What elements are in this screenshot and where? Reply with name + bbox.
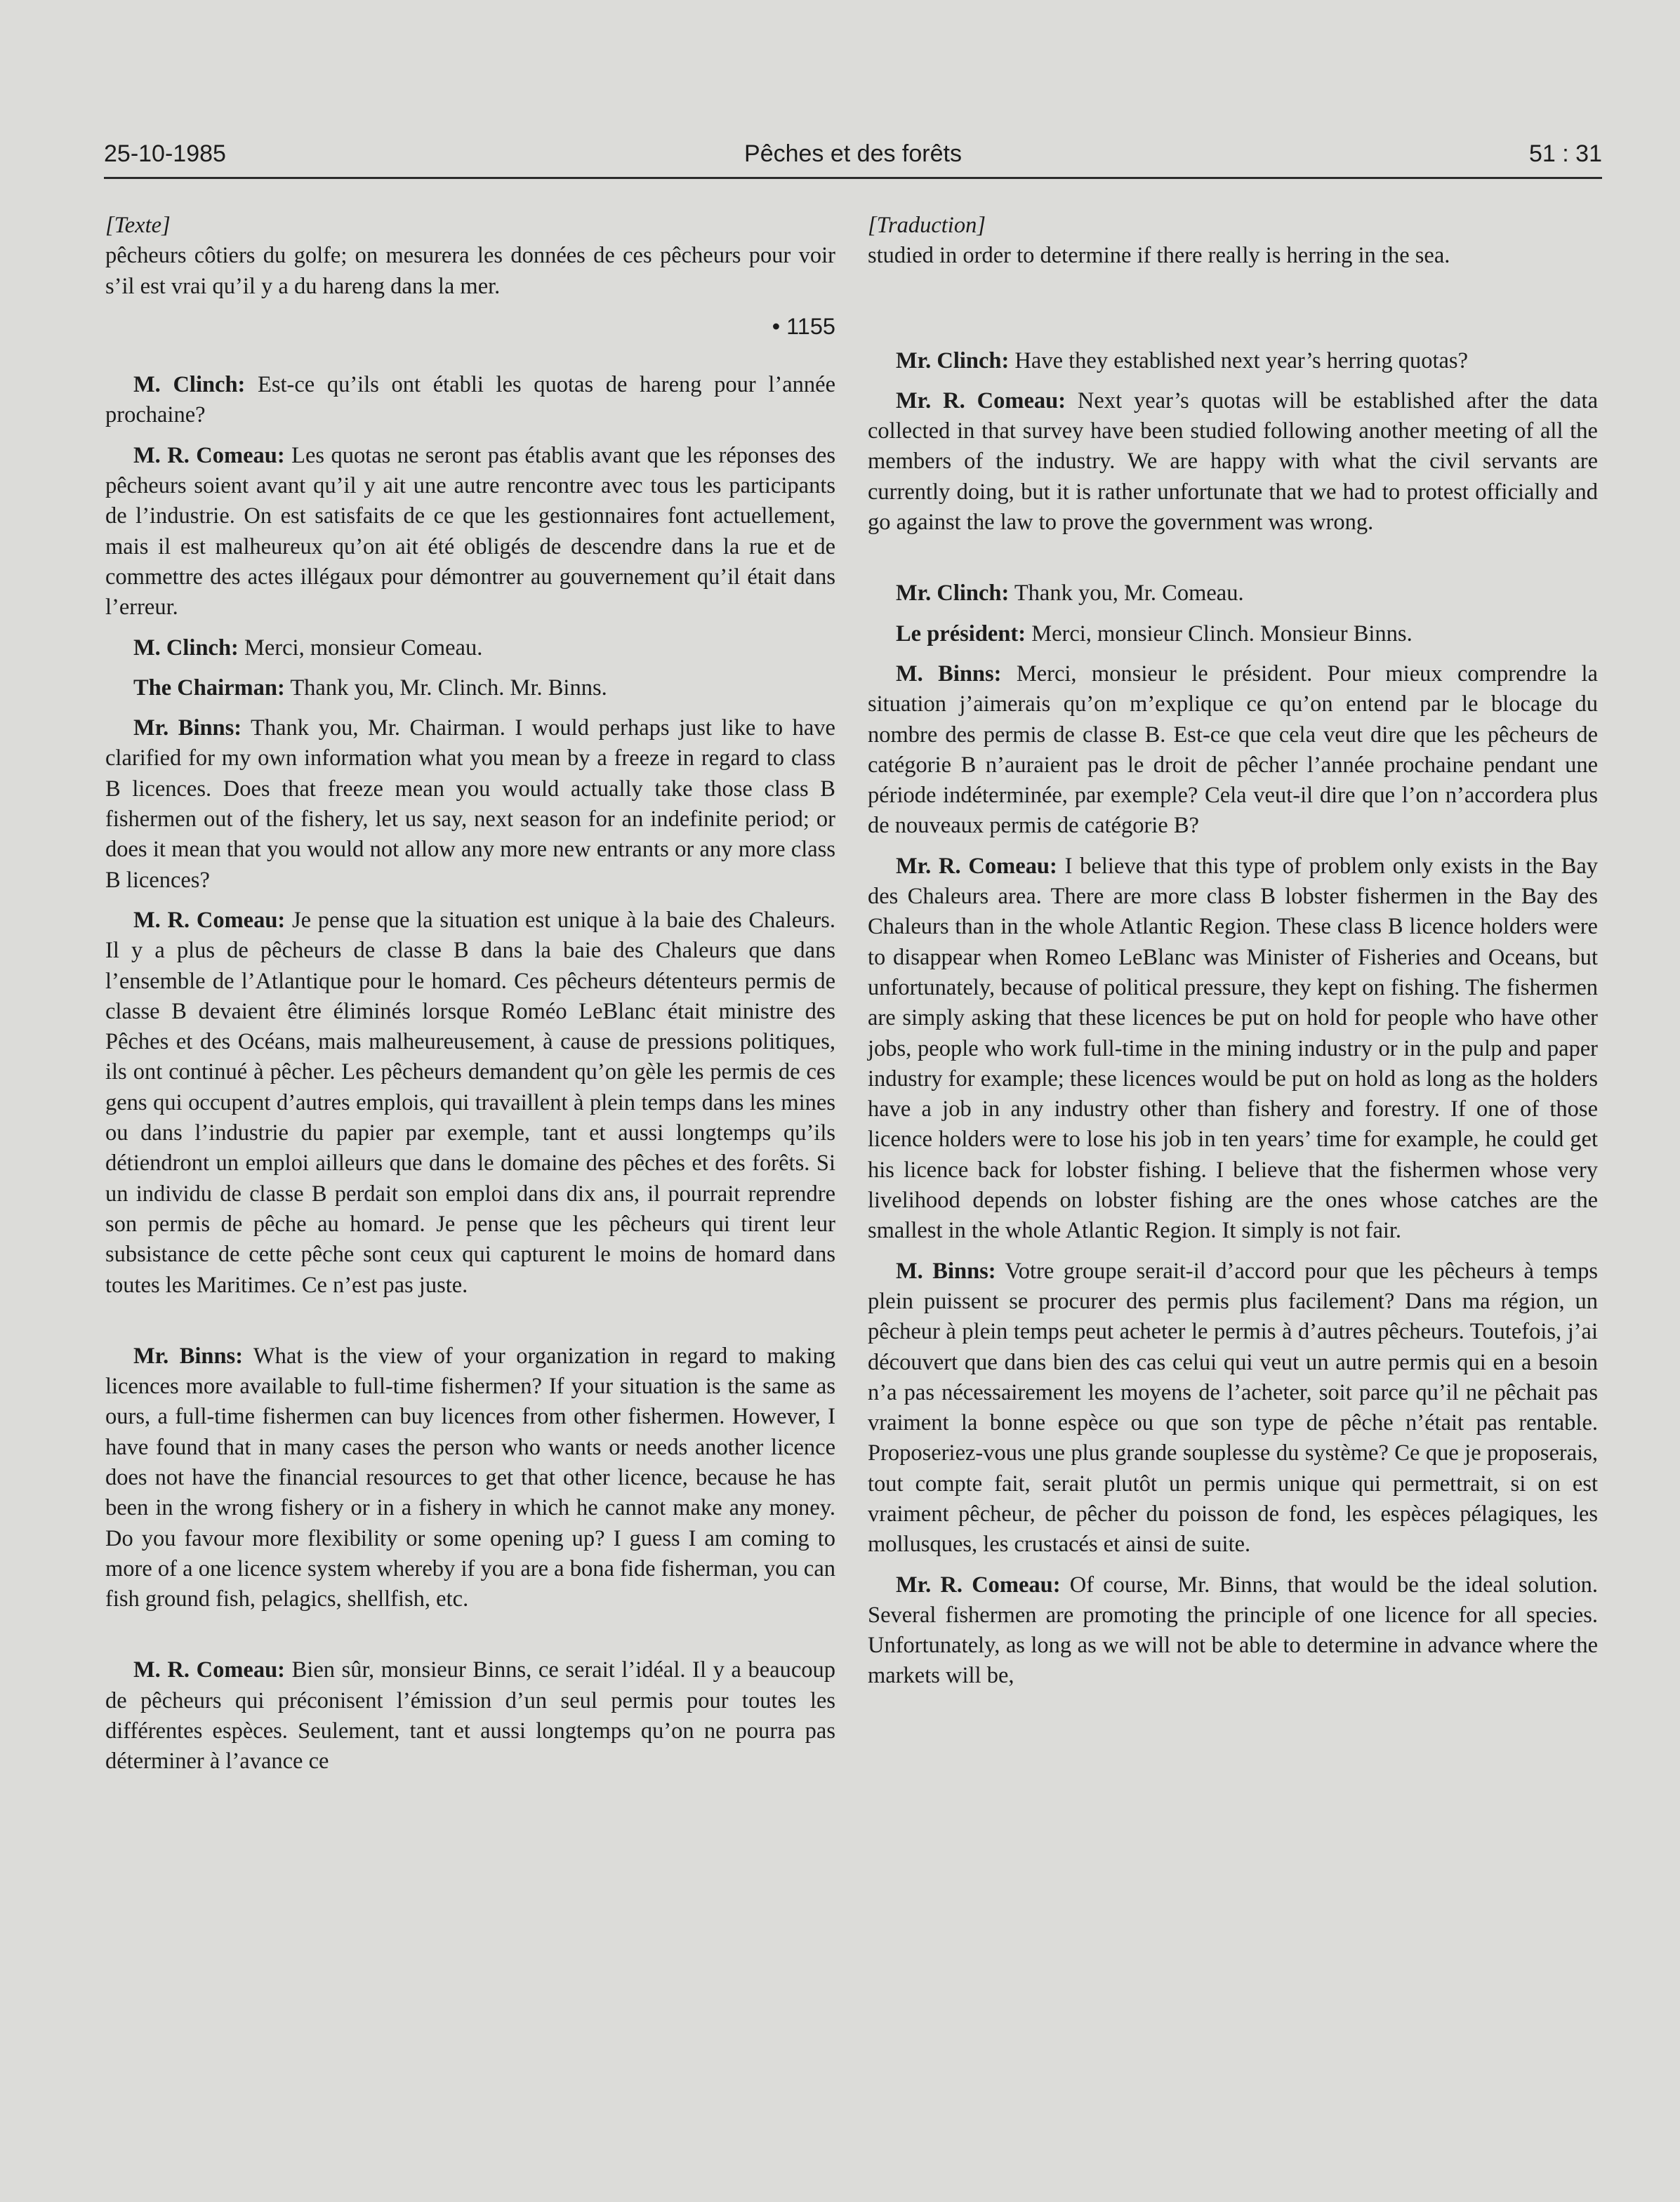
speech: Est-ce qu’ils ont établi les quotas de hareng pour l’année prochaine? xyxy=(105,372,835,428)
header-date: 25-10-1985 xyxy=(104,140,226,167)
left-para-6 xyxy=(105,906,835,1301)
speech: Next year’s quotas will be established after the data collected in that survey have been studied following another meeting of all the members of the industry. We are happy with what the civil servants are currently doing, but it is rather unfortunate that we had to protest officially and go against the law to prove the government was wrong. xyxy=(868,387,1598,536)
speaker: Mr. R. Comeau: xyxy=(896,853,1057,879)
speech: Les quotas ne seront pas établis avant que les réponses des pêcheurs soient avant qu’il y ait une autre rencontre avec tous les participants de l’industrie. On est satisfaits de ce que les gestionnaires font actuellement, mais il est malheureux qu’on ait été obligés de descendre dans la rue et de commettre des actes illégaux pour démontrer au gouvernement qu’il était dans l’erreur. xyxy=(105,442,835,621)
right-intro: studied in order to determine if there really is herring in the sea. xyxy=(868,243,1450,269)
speech: I believe that this type of problem only exists in the Bay des Chaleurs area. There are more class B lobster fishermen in the Bay des Chaleurs than in the whole Atlantic Region. These class B licence holders were to disappear when Romeo LeBlanc was Minister of Fisheries and Oceans, but unfortunately, because of political pressure, they kept on fishing. The fishermen are simply asking that these licences be put on hold for people who have other jobs, people who work full-time in the mining industry or in the pulp and paper industry for example; these licences would be put on hold as long as the holders have a job in any industry other than fishery and forestry. If one of those licence holders were to lose his job in ten years’ time for example, he could get his licence back for lobster fishing. I believe that the fishermen whose very livelihood depends on lobster fishing are the ones whose catches are the smallest in the whole Atlantic Region. It simply is not fair. xyxy=(868,853,1599,1244)
speaker: Mr. Clinch: xyxy=(896,347,1010,373)
speaker: M. R. Comeau: xyxy=(133,1657,285,1683)
speech: Bien sûr, monsieur Binns, ce serait l’idéal. Il y a beaucoup de pêcheurs qui préconisent l’émission d’un seul permis pour toutes les différentes espèces. Seulement, tant et aussi longtemps qu’on ne pourra pas déterminer à l’avance ce xyxy=(105,1657,836,1775)
speech: Thank you, Mr. Clinch. Mr. Binns. xyxy=(284,675,607,701)
speech: Votre groupe serait-il d’accord pour que les pêcheurs à temps plein puissent se procurer des permis plus facilement? Dans ma région, un pêcheur à plein temps peut acheter le permis à d’autres pêcheurs. Toutefois, j’ai découvert que dans bien des cas celui qui veut un autre permis qui en a besoin n’a pas nécessairement les moyens de l’acheter, soit parce qu’il ne pêchait pas vraiment la bonne espèce ou que son type de pêche n’était pas rentable. Proposeriez-vous une plus grande souplesse du système? Ce que je proposerais, tout compte fait, serait plutôt un permis unique qui permettrait, si on est vraiment pêcheur, de pêcher du poisson de fond, les espèces pélagiques, les mollusques, les crustacés et ainsi de suite. xyxy=(868,1258,1598,1558)
left-para-8 xyxy=(105,1655,835,1777)
right-column xyxy=(868,211,1598,1702)
speaker: Mr. R. Comeau: xyxy=(896,1572,1061,1598)
speaker: M. R. Comeau: xyxy=(133,442,285,468)
speech: Je pense que la situation est unique à la baie des Chaleurs. Il y a plus de pêcheurs de classe B dans la baie des Chaleurs que dans l’ensemble de l’Atlantique pour le homard. Ces pêcheurs détenteurs permis de classe B devaient être éliminés lorsque Roméo LeBlanc était ministre des Pêches et des Océans, mais malheureusement, à cause de pressions politiques, ils ont continué à pêcher. Les pêcheurs demandent qu’on gèle les permis de ces gens qui occupent d’autres emplois, qui travaillent à plein temps dans les mines ou dans l’industrie du papier par exemple, tant et aussi longtemps qu’ils détiendront un emploi ailleurs que dans le domaine des pêches et des forêts. Si un individu de classe B perdait son emploi dans dix ans, il pourrait reprendre son permis de pêche au homard. Je pense que les pêcheurs qui tirent leur subsistance de cette pêche sont ceux qui capturent le moins de homard dans toutes les Maritimes. Ce n’est pas juste. xyxy=(105,907,835,1298)
speech: Thank you, Mr. Chairman. I would perhaps just like to have clarified for my own information what you mean by a freeze in regard to class B licences. Does that freeze mean you would actually take those class B fishermen out of the fishery, let us say, next season for an indefinite period; or does it mean that you would not allow any more new entrants or any more class B licences? xyxy=(105,715,835,893)
right-para-3 xyxy=(868,578,1598,609)
left-column xyxy=(105,211,835,1787)
left-para-2 xyxy=(105,441,835,623)
speech: Of course, Mr. Binns, that would be the ideal solution. Several fishermen are promoting the principle of one licence for all species. Unfortunately, as long as we will not be able to determine in advance where the markets will be, xyxy=(868,1572,1599,1689)
speaker: M. Binns: xyxy=(896,1258,996,1284)
right-para-8 xyxy=(868,1570,1598,1692)
right-para-6 xyxy=(868,851,1598,1247)
right-para-5 xyxy=(868,659,1598,842)
left-label-text: Texte xyxy=(114,213,162,238)
right-para-7 xyxy=(868,1256,1598,1560)
speech: What is the view of your organization in regard to making licences more available to full-time fishermen? If your situation is the same as ours, a full-time fishermen can buy licences from other fishermen. However, I have found that in many cases the person who wants or needs another licence does not have the financial resources to get that other licence, because he has been in the wrong fishery or in a fishery in which he cannot make any money. Do you favour more flexibility or some opening up? I guess I am coming to more of a one licence system whereby if you are a bona fide fisherman, you can fish ground fish, pelagics, shellfish, etc. xyxy=(105,1343,835,1612)
speech: Merci, monsieur Comeau. xyxy=(238,635,483,661)
speech: Merci, monsieur Clinch. Monsieur Binns. xyxy=(1026,621,1413,646)
speaker: M. Binns: xyxy=(896,661,1002,687)
speech: Thank you, Mr. Comeau. xyxy=(1009,581,1244,606)
speaker: Mr. R. Comeau: xyxy=(896,387,1066,413)
time-marker: • 1155 xyxy=(772,313,835,339)
speaker: M. R. Comeau: xyxy=(133,907,286,933)
right-para-4 xyxy=(868,619,1598,649)
left-para-1 xyxy=(105,370,835,431)
header-page-number: 51 : 31 xyxy=(1529,140,1602,167)
left-para-4 xyxy=(105,673,835,703)
speaker: Le président: xyxy=(896,621,1026,646)
speaker: Mr. Binns: xyxy=(133,1343,244,1369)
header-title: Pêches et des forêts xyxy=(744,140,962,167)
left-para-7 xyxy=(105,1341,835,1615)
speech: Merci, monsieur le président. Pour mieux comprendre la situation j’aimerais qu’on m’explique ce qu’on entend par le blocage du nombre des permis de classe B. Est-ce que cela veut dire que les pêcheurs de catégorie B n’auraient pas le droit de pêcher l’année prochaine pendant une période indéterminée, par exemple? Cela veut-il dire que l’on n’accordera plus de nouveaux permis de catégorie B? xyxy=(868,661,1598,839)
left-para-5 xyxy=(105,713,835,896)
speaker: Mr. Binns: xyxy=(133,715,242,741)
speaker: M. Clinch: xyxy=(133,372,246,398)
left-column-label: [Texte] xyxy=(105,213,171,238)
speaker: The Chairman: xyxy=(133,675,285,701)
speaker: Mr. Clinch: xyxy=(896,581,1010,606)
right-column-label: [Traduction] xyxy=(868,213,986,238)
left-intro: pêcheurs côtiers du golfe; on mesurera les données de ces pêcheurs pour voir s’il est vrai qu’il y a du hareng dans la mer. xyxy=(105,243,835,299)
page-header xyxy=(104,138,1602,179)
right-label-text: Traduction xyxy=(876,213,977,238)
left-para-3 xyxy=(105,633,835,663)
speaker: M. Clinch: xyxy=(133,635,239,661)
right-para-2 xyxy=(868,386,1598,538)
right-para-1 xyxy=(868,346,1598,376)
speech: Have they established next year’s herring quotas? xyxy=(1009,347,1468,373)
